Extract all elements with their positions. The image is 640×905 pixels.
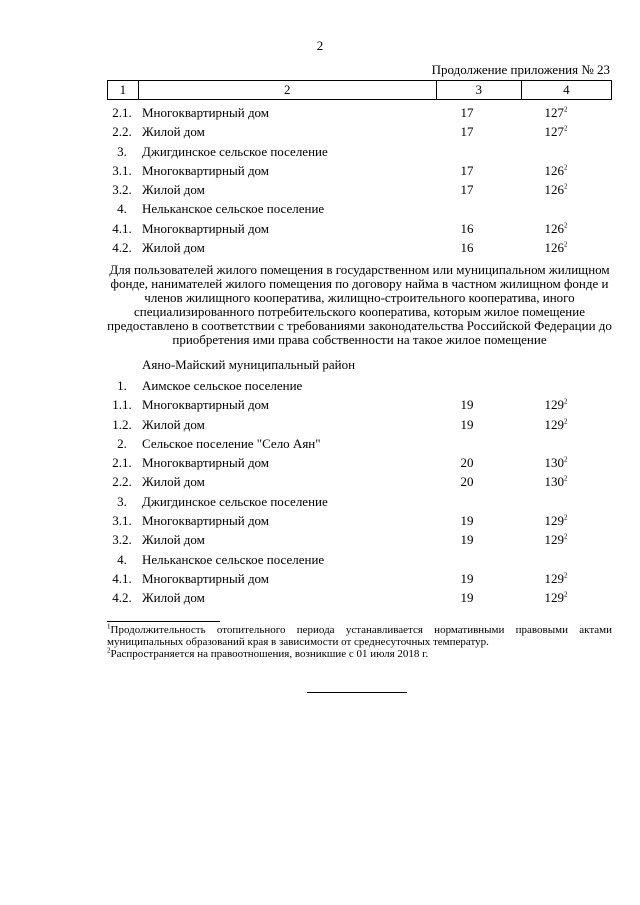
row-col4: $129^2$: [544, 513, 568, 529]
row-col3: 17: [460, 105, 474, 120]
row-col3: 19: [460, 397, 474, 413]
row-name: Нельканское сельское поселение: [142, 201, 325, 217]
row-col4: $127^2$: [544, 124, 568, 140]
column-header-table: [107, 80, 612, 100]
section-row: [107, 434, 612, 453]
row-col3: 16: [460, 240, 474, 256]
row-number: 4.2.: [112, 590, 132, 606]
rows-group-1: [107, 103, 612, 257]
footnote-1: $^1$Продолжительность отопительного периода устанавливается нормативными правовыми актами муниципальных образований края в зависимости от среднесуточных температур.: [107, 622, 612, 648]
row-number: 4.: [117, 201, 127, 217]
row-number: 1.1.: [112, 397, 132, 413]
row-name: Многоквартирный дом: [142, 220, 270, 236]
footnote-2: $^2$Распространяется на правоотношения, возникшие с 01 июля 2018 г.: [107, 646, 429, 660]
row-number: 4.: [117, 551, 127, 567]
row-col3: 16: [460, 220, 474, 236]
col-2-header: 2: [138, 81, 436, 100]
row-name: Многоквартирный дом: [142, 162, 270, 178]
row-number: 3.: [117, 143, 127, 159]
row-col4: $130^2$: [544, 455, 568, 471]
row-number: 2.1.: [112, 455, 132, 471]
row-name: Жилой дом: [142, 182, 205, 198]
row-name: Джигдинское сельское поселение: [142, 143, 328, 159]
row-name: Жилой дом: [142, 124, 205, 140]
row-number: 1.2.: [112, 416, 132, 432]
row-name: Сельское поселение "Село Аян": [142, 435, 321, 451]
row-col4: $129^2$: [544, 416, 568, 432]
row-name: Многоквартирный дом: [142, 513, 270, 529]
table-row: [107, 103, 612, 122]
section-row: [107, 142, 612, 161]
row-name: Многоквартирный дом: [142, 570, 270, 586]
row-col4: $127^2$: [544, 105, 568, 120]
table-row: [107, 453, 612, 472]
table-row: [107, 161, 612, 180]
row-number: 4.1.: [112, 570, 132, 586]
col-3-header: 3: [436, 81, 521, 100]
row-name: Джигдинское сельское поселение: [142, 493, 328, 509]
row-name: Многоквартирный дом: [142, 105, 270, 120]
row-col3: 19: [460, 513, 474, 529]
rows-group-2: [107, 376, 612, 608]
section-row: [107, 199, 612, 218]
row-number: 1.: [117, 378, 127, 393]
row-col3: 20: [460, 474, 474, 490]
row-name: Жилой дом: [142, 590, 205, 606]
row-col4: $129^2$: [544, 590, 568, 606]
row-name: Многоквартирный дом: [142, 397, 270, 413]
row-number: 2.2.: [112, 474, 132, 490]
row-col4: $129^2$: [544, 397, 568, 413]
district-title: Аяно-Майский муниципальный район: [142, 357, 356, 372]
footnote-rule: [107, 621, 220, 622]
row-number: 4.2.: [112, 240, 132, 256]
row-name: Многоквартирный дом: [142, 455, 270, 471]
row-col4: $126^2$: [544, 162, 568, 178]
row-name: Нельканское сельское поселение: [142, 551, 325, 567]
row-number: 3.: [117, 493, 127, 509]
table-row: [107, 511, 612, 530]
row-name: Жилой дом: [142, 474, 205, 490]
row-number: 3.1.: [112, 513, 132, 529]
row-number: 3.1.: [112, 162, 132, 178]
section-paragraph: Для пользователей жилого помещения в государственном или муниципальном жилищном фонде, нанимателей жилого помещения по договору найма в частном жилищном фонде и членов жилищного кооператива, жилищно-строительного кооператива, иного специализированного потребительского кооператива, которым жилое помещение предоставлено в соответствии с требованиями законодательства Российской Федерации до приобретения ими права собственности на такое жилое помещение: [107, 262, 612, 347]
table-row: [107, 415, 612, 434]
table-row: [107, 472, 612, 491]
row-number: 3.2.: [112, 532, 132, 548]
row-col3: 19: [460, 590, 474, 606]
table-row: [107, 238, 612, 257]
page-number: 2: [316, 38, 324, 53]
table-row: [107, 180, 612, 199]
row-col3: 19: [460, 532, 474, 548]
row-col4: $126^2$: [544, 220, 568, 236]
table-row: [107, 569, 612, 588]
table-row: [107, 530, 612, 549]
row-col4: $129^2$: [544, 570, 568, 586]
row-col4: $126^2$: [544, 240, 568, 256]
row-col4: $126^2$: [544, 182, 568, 198]
row-col3: 17: [460, 182, 474, 198]
row-col3: 17: [460, 162, 474, 178]
row-number: 2.2.: [112, 124, 132, 140]
continuation-label: Продолжение приложения № 23: [431, 62, 610, 77]
row-col3: 17: [460, 124, 474, 140]
table-row: [107, 588, 612, 607]
row-number: 3.2.: [112, 182, 132, 198]
section-row: [107, 492, 612, 511]
row-name: Жилой дом: [142, 240, 205, 256]
row-col3: 19: [460, 570, 474, 586]
row-col4: $130^2$: [544, 474, 568, 490]
row-name: Жилой дом: [142, 416, 205, 432]
section-row: [107, 376, 612, 395]
row-name: Аимское сельское поселение: [142, 378, 303, 393]
row-col4: $129^2$: [544, 532, 568, 548]
row-number: 2.: [117, 435, 127, 451]
row-number: 4.1.: [112, 220, 132, 236]
table-row: [107, 219, 612, 238]
row-number: 2.1.: [112, 105, 132, 120]
col-1-header: 1: [108, 81, 139, 100]
col-4-header: 4: [521, 81, 611, 100]
row-col3: 19: [460, 416, 474, 432]
section-row: [107, 550, 612, 569]
end-rule: [307, 692, 407, 693]
row-col3: 20: [460, 455, 474, 471]
table-row: [107, 395, 612, 414]
row-name: Жилой дом: [142, 532, 205, 548]
table-row: [107, 122, 612, 141]
